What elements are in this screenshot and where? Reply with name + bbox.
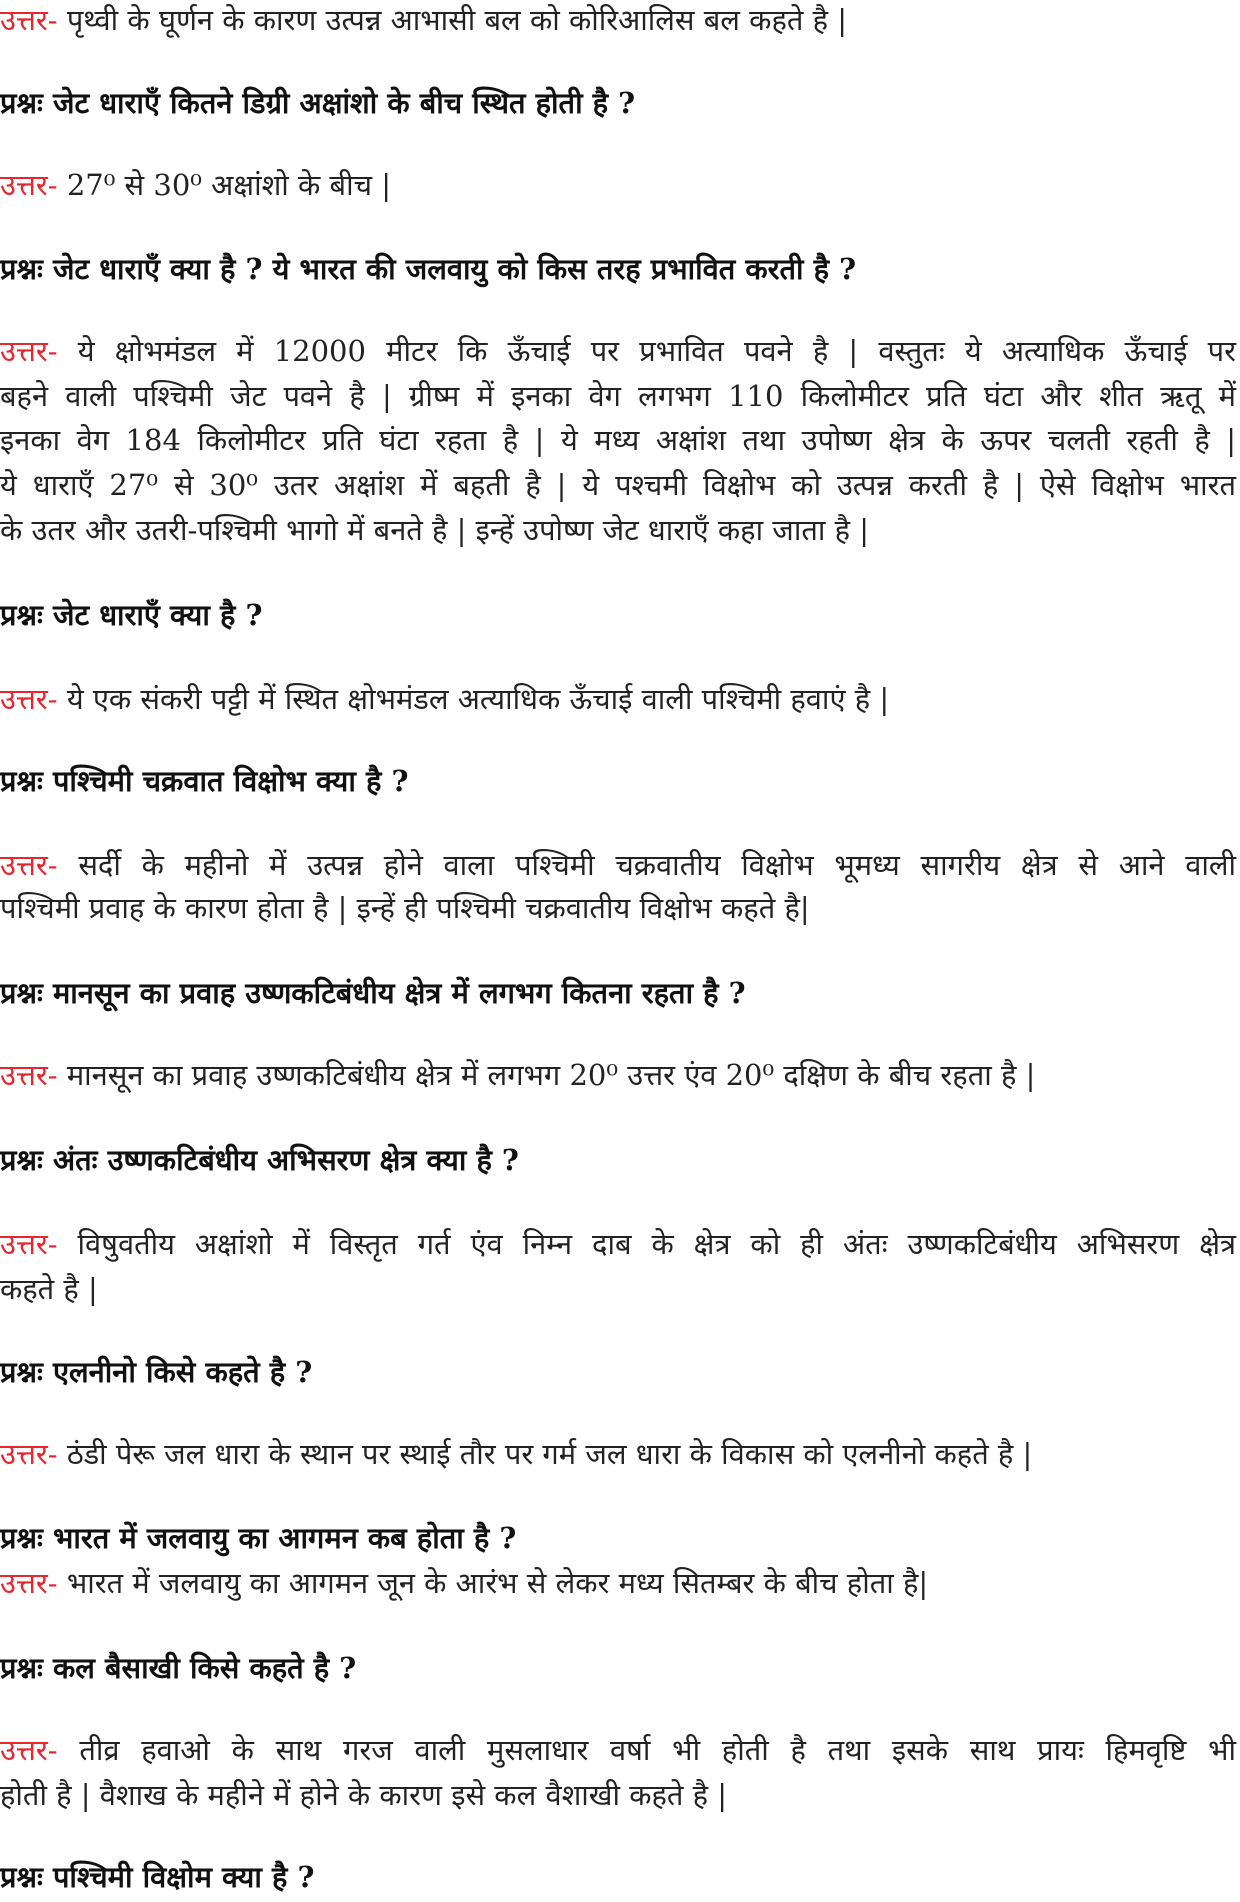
answer-line (0, 465, 1236, 505)
answer-label: उत्तर- (0, 1566, 58, 1600)
answer-label: उत्तर- (0, 682, 58, 716)
answer-line (0, 165, 1236, 205)
answer-text: पश्चिमी प्रवाह के कारण होता है | इन्हें ही पश्चिमी चक्रवातीय विक्षोभ कहते है| (0, 891, 810, 925)
answer-line (0, 420, 1236, 460)
answer-text: ये एक संकरी पट्टी में स्थित क्षोभमंडल अत्याधिक ऊँचाई वाली पश्चिमी हवाएं है | (66, 682, 890, 716)
answer-line (0, 0, 1236, 40)
answer-line (0, 1224, 1236, 1264)
answer-label: उत्तर- (0, 168, 58, 202)
question-heading: प्रश्नः मानसून का प्रवाह उष्णकटिबंधीय क्षेत्र में लगभग कितना रहता है ? (0, 976, 746, 1010)
answer-label: उत्तर- (0, 1227, 58, 1261)
answer-line (0, 1434, 1236, 1474)
answer-line (0, 376, 1236, 416)
answer-text: पृथ्वी के घूर्णन के कारण उत्पन्न आभासी बल को कोरिआलिस बल कहते है | (66, 3, 847, 37)
answer-line (0, 1563, 1236, 1603)
answer-line (0, 888, 1236, 928)
answer-text: तीव्र हवाओ के साथ गरज वाली मुसलाधार वर्षा भी होती है तथा इसके साथ प्रायः हिमवृष्टि भी (79, 1733, 1236, 1767)
question-heading: प्रश्नः जेट धाराएँ क्या है ? ये भारत की जलवायु को किस तरह प्रभावित करती है ? (0, 252, 857, 286)
answer-label: उत्तर- (0, 1437, 58, 1471)
question-heading: प्रश्नः जेट धाराएँ कितने डिग्री अक्षांशो के बीच स्थित होती है ? (0, 86, 636, 120)
answer-text: ये धाराएँ 27⁰ से 30⁰ उतर अक्षांश में बहती है | ये पश्चमी विक्षोभ को उत्पन्न करती है | ऐसे विक्षोभ भारत (0, 468, 1236, 502)
answer-text: इनका वेग 184 किलोमीटर प्रति घंटा रहता है | ये मध्य अक्षांश तथा उपोष्ण क्षेत्र के ऊपर चलती रहती है | (0, 423, 1236, 457)
answer-line (0, 510, 1236, 550)
answer-line (0, 845, 1236, 885)
answer-label: उत्तर- (0, 1058, 58, 1092)
question-heading: प्रश्नः कल बैसाखी किसे कहते है ? (0, 1651, 357, 1685)
answer-text: विषुवतीय अक्षांशो में विस्तृत गर्त एंव निम्न दाब के क्षेत्र को ही अंतः उष्णकटिबंधीय अभिसरण क्षेत्र (77, 1227, 1237, 1261)
answer-line (0, 1269, 1236, 1309)
answer-line (0, 331, 1236, 371)
question-heading: प्रश्नः पश्चिमी चक्रवात विक्षोभ क्या है ? (0, 764, 409, 798)
answer-line (0, 1775, 1236, 1815)
question-heading: प्रश्नः अंतः उष्णकटिबंधीय अभिसरण क्षेत्र क्या है ? (0, 1143, 519, 1177)
answer-text: 27⁰ से 30⁰ अक्षांशो के बीच | (66, 168, 391, 202)
answer-line (0, 1730, 1236, 1770)
answer-line (0, 1055, 1236, 1095)
answer-label: उत्तर- (0, 1733, 58, 1767)
answer-text: ये क्षोभमंडल में 12000 मीटर कि ऊँचाई पर प्रभावित पवने है | वस्तुतः ये अत्याधिक ऊँचाई पर (77, 334, 1237, 368)
answer-text: के उतर और उतरी-पश्चिमी भागो में बनते है | इन्हें उपोष्ण जेट धाराएँ कहा जाता है | (0, 513, 869, 547)
answer-text: होती है | वैशाख के महीने में होने के कारण इसे कल वैशाखी कहते है | (0, 1778, 728, 1812)
answer-text: सर्दी के महीनो में उत्पन्न होने वाला पश्चिमी चक्रवातीय विक्षोभ भूमध्य सागरीय क्षेत्र से आने वाली (78, 848, 1237, 882)
question-heading: प्रश्नः पश्चिमी विक्षोम क्या है ? (0, 1860, 315, 1894)
answer-text: ठंडी पेरू जल धारा के स्थान पर स्थाई तौर पर गर्म जल धारा के विकास को एलनीनो कहते है | (66, 1437, 1033, 1471)
question-heading: प्रश्नः भारत में जलवायु का आगमन कब होता है ? (0, 1521, 517, 1555)
answer-label: उत्तर- (0, 848, 58, 882)
answer-label: उत्तर- (0, 3, 58, 37)
answer-line (0, 679, 1236, 719)
answer-label: उत्तर- (0, 334, 58, 368)
answer-text: भारत में जलवायु का आगमन जून के आरंभ से लेकर मध्य सितम्बर के बीच होता है| (66, 1566, 929, 1600)
answer-text: कहते है | (0, 1272, 98, 1306)
answer-text: मानसून का प्रवाह उष्णकटिबंधीय क्षेत्र में लगभग 20⁰ उत्तर एंव 20⁰ दक्षिण के बीच रहता है | (66, 1058, 1036, 1092)
answer-text: बहने वाली पश्चिमी जेट पवने है | ग्रीष्म में इनका वेग लगभग 110 किलोमीटर प्रति घंटा और शीत ऋतू में (0, 379, 1236, 413)
question-heading: प्रश्नः जेट धाराएँ क्या है ? (0, 598, 263, 632)
question-heading: प्रश्नः एलनीनो किसे कहते है ? (0, 1355, 313, 1389)
